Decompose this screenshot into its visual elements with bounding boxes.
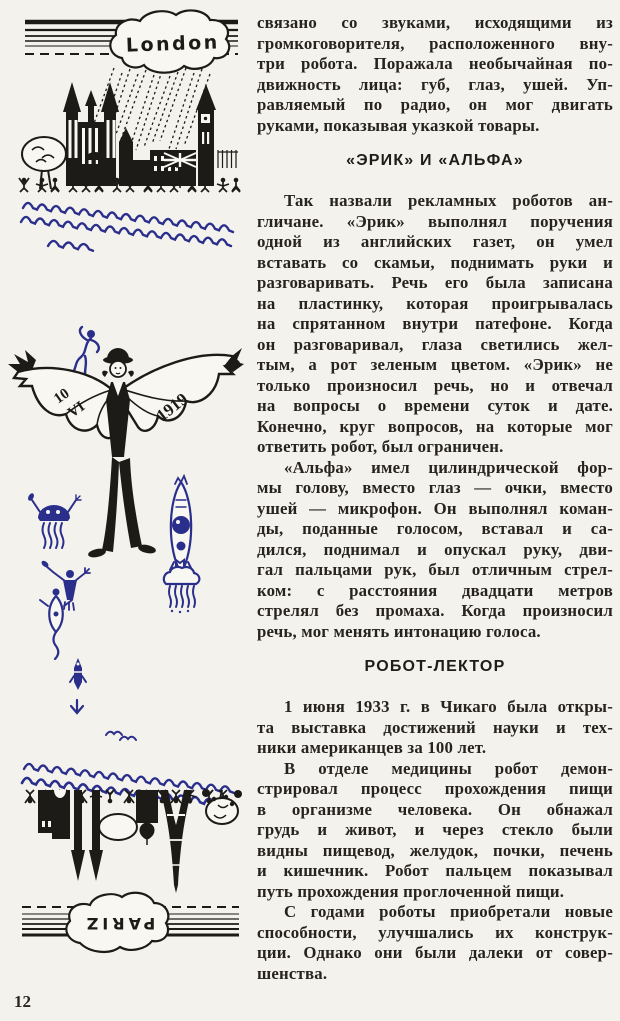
text-line: ответить робот, был ограничен. — [257, 437, 504, 456]
article-column — [257, 4, 613, 984]
text-line: гал пальцами рук, был отличным стрел- — [257, 560, 613, 579]
text-line: Так назвали рекламных роботов ан- — [284, 191, 613, 210]
eiffel-tower — [160, 790, 192, 893]
text-line: видны пищевод, желудок, почки, печень — [257, 840, 613, 860]
text-line: на спрятанном внутри патефоне. Когда — [257, 314, 613, 333]
text-line: тым, а рот зеленым цветом. «Эрик» не — [257, 355, 613, 374]
jellyfish-left — [27, 492, 81, 548]
small-rocket — [70, 658, 86, 690]
paris-vignette — [18, 757, 243, 965]
jellyfish-right — [164, 560, 200, 613]
falling-man-vignette — [12, 322, 242, 757]
text-line: разговаривать. Речь его была записана — [257, 273, 613, 292]
text-line: стрелял без промаха. Когда произносил — [257, 601, 613, 620]
text-line: 1 июня 1933 г. в Чикаго была откры- — [284, 697, 613, 716]
paragraph — [257, 902, 613, 984]
text-line: руками, показывая указкой товары. — [257, 115, 540, 135]
text-line: вставать со скамьи, поднимать руки и — [257, 252, 613, 272]
text-line: шенства. — [257, 963, 328, 983]
text-line: на вопросы о времени суток и дате. — [257, 396, 613, 415]
church-spire — [89, 790, 103, 881]
text-line: и кишечник. Робот пальцем показывал — [257, 861, 613, 880]
bowler-hat — [107, 348, 129, 359]
left-wing-feathers — [8, 350, 36, 372]
paragraph — [257, 191, 613, 458]
right-leg — [119, 458, 142, 548]
church-spire — [71, 790, 85, 881]
cloud-puff — [99, 814, 137, 840]
bird-pair — [106, 732, 136, 740]
paris-skyline-flipped — [25, 789, 242, 893]
text-line: «Альфа» имел цилиндрической фор- — [284, 457, 613, 477]
text-line: речь, мог менять интонацию голоса. — [257, 621, 541, 641]
paragraph — [257, 697, 613, 759]
london-vignette — [18, 8, 243, 258]
paris-label: PARIZ — [82, 914, 156, 933]
small-wave — [48, 241, 93, 251]
text-line: С годами роботы приобретали новые — [284, 902, 613, 921]
text-line: ушей — микрофон. Он выполнял коман- — [257, 498, 613, 518]
swimmer-with-oar — [40, 560, 90, 610]
text-line: мы голову, вместо глаз — очки, вместо — [257, 478, 613, 497]
text-line: способности, улучшались их конструк- — [257, 922, 613, 942]
section-heading: «ЭРИК» И «АЛЬФА» — [346, 152, 524, 169]
tree — [22, 137, 66, 171]
text-line: связано со звуками, исходящими из — [257, 13, 613, 32]
wing-date-day: 10 — [51, 385, 73, 408]
paragraph — [257, 458, 613, 643]
text-line: одной из английских газет, он умел — [257, 232, 613, 251]
rocket-fish — [170, 476, 192, 574]
domed-building — [136, 790, 158, 823]
text-line: грудь и живот, и через стекло были — [257, 820, 613, 839]
text-line: громкоговорителя, расположенного вну- — [257, 33, 613, 53]
text-line: движность лица: губ, глаз, ушей. Уп- — [257, 74, 613, 94]
text-line: равляемый по радио, он мог двигать — [257, 95, 613, 114]
london-label: London — [125, 31, 221, 57]
wing-date-month: VI — [65, 398, 88, 422]
face — [110, 361, 126, 377]
paragraph — [257, 759, 613, 903]
london-skyline — [22, 82, 238, 189]
wing-date-year: 1919 — [152, 389, 192, 426]
text-line: Конечно, круг вопросов, на которые мог — [257, 416, 613, 436]
water-waves — [23, 203, 233, 232]
left-leg — [102, 457, 119, 552]
text-line: ды, поданные голосом, вставал и са- — [257, 519, 613, 538]
tree — [206, 798, 238, 824]
text-line: на пластинку, которая проигрывалась — [257, 293, 613, 313]
text-line: в организме человека. Он обнажал — [257, 799, 613, 819]
text-line: путь прохождения проглоченной пищи. — [257, 881, 565, 901]
tower — [119, 128, 150, 186]
text-line: та выставка достижений науки и тех- — [257, 717, 613, 737]
diving-bird — [71, 700, 83, 713]
text-line: он разговаривал, глаза светились жел- — [257, 334, 613, 354]
text-line: ции. Однако они были далеки от совер- — [257, 943, 613, 962]
paragraph — [257, 13, 613, 136]
text-line: три робота. Поражала необычайная по- — [257, 54, 613, 73]
text-line: ники американцев за 100 лет. — [257, 738, 487, 757]
text-line: дился, поднимал и опускал руку, дви- — [257, 539, 613, 559]
arc-building — [38, 790, 70, 839]
text-line: ком: с расстояния двадцати метров — [257, 580, 613, 600]
water-waves — [24, 764, 234, 793]
text-line: только произносил речь, но и отвечал — [257, 375, 613, 395]
text-line: В отделе медицины робот демон- — [284, 758, 613, 778]
text-line: гличане. «Эрик» выполнял поручения — [257, 211, 613, 231]
text-line: стрировал процесс прохождения пищи — [257, 779, 613, 798]
section-heading: РОБОТ-ЛЕКТОР — [364, 658, 506, 675]
big-ben — [196, 84, 216, 186]
page-number: 12 — [14, 992, 31, 1011]
